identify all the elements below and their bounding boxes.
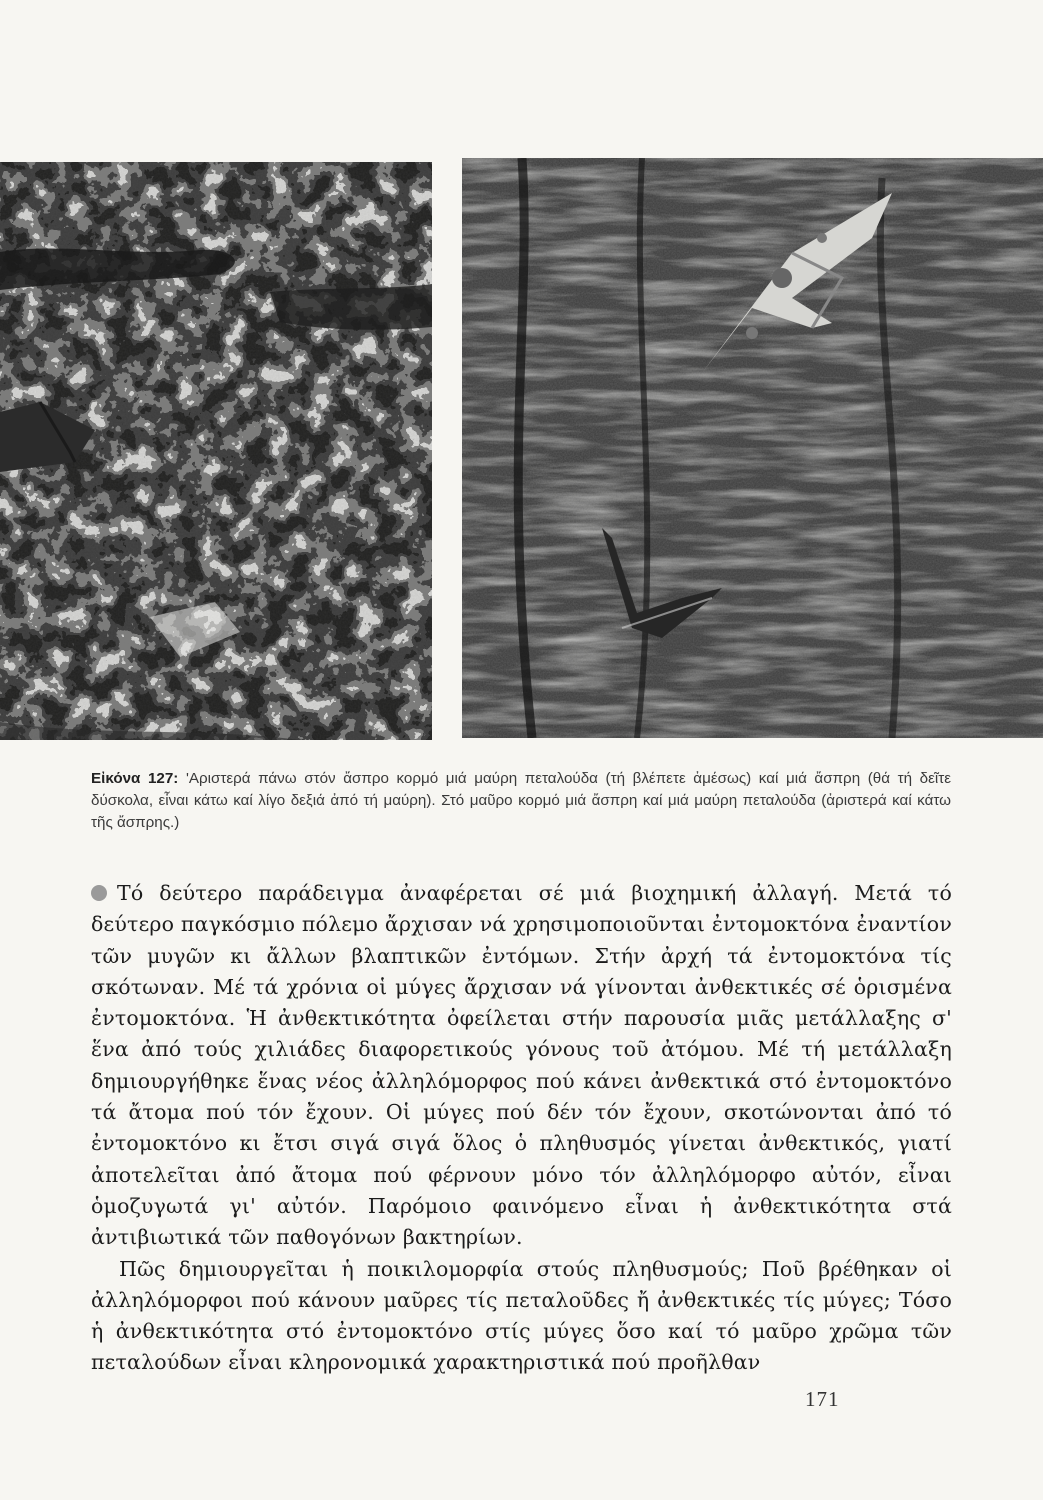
paragraph-2-text: Πῶς δημιουργεῖται ἡ ποικιλομορφία στούς πληθυσμούς; Ποῦ βρέθηκαν οἱ ἀλληλόμορφοι πού κάνουν μαῦρες τίς πεταλοῦδες ἤ ἀνθεκτικές τίς μύγες; Τόσο ἡ ἀνθεκτικότητα στό ἐντομοκτόνο στίς μύγες ὅσο καί τό μαῦρο χρῶμα τῶν πεταλούδων εἶναι κληρονομικά χαρακτηριστικά πού προῆλθαν (91, 1256, 952, 1375)
figure-caption-label: Εἰκόνα 127: (91, 770, 179, 787)
figure-caption (91, 768, 951, 834)
figure-photo-dark-trunk (462, 158, 1043, 738)
paragraph-1-text: Τό δεύτερο παράδειγμα ἀναφέρεται σέ μιά βιοχημική ἀλλαγή. Μετά τό δεύτερο παγκόσμιο πόλεμο ἄρχισαν νά χρησιμοποιοῦνται ἐντομοκτόνα ἐναντίον τῶν μυγῶν κι ἄλλων βλαπτικῶν ἐντόμων. Στήν ἀρχή τά ἐντομοκτόνα τίς σκότωναν. Μέ τά χρόνια οἱ μύγες ἄρχισαν νά γίνονται ἀνθεκτικές σέ ὁρισμένα ἐντομοκτόνα. Ἡ ἀνθεκτικότητα ὀφείλεται στήν παρουσία μιᾶς μετάλλαξης σ' ἕνα ἀπό τούς χιλιάδες διαφορετικούς γόνους τοῦ ἀτόμου. Μέ τή μετάλλαξη δημιουργήθηκε ἕνας νέος ἀλληλόμορφος πού κάνει ἀνθεκτικά στό ἐντομοκτόνο τά ἄτομα πού τόν ἔχουν. Οἱ μύγες πού δέν τόν ἔχουν, σκοτώνονται ἀπό τό ἐντομοκτόνο κι ἔτσι σιγά σιγά ὅλος ὁ πληθυσμός γίνεται ἀνθεκτικός, γιατί ἀποτελεῖται ἀπό ἄτομα πού φέρνουν μόνο τόν ἀλληλόμορφο αὐτόν, εἶναι ὁμοζυγωτά γι' αὐτόν. Παρόμοιο φαινόμενο εἶναι ἡ ἀνθεκτικότητα στά ἀντιβιωτικά τῶν παθογόνων βακτηρίων. (91, 881, 952, 1250)
figure-caption-text: 'Αριστερά πάνω στόν ἄσπρο κορμό μιά μαύρη πεταλούδα (τή βλέπετε ἀμέσως) καί μιά ἄσπρη (θά τή δεῖτε δύσκολα, εἶναι κάτω καί λίγο δεξιά ἀπό τή μαύρη). Στό μαῦρο κορμό μιά ἄσπρη καί μιά μαύρη πεταλούδα (ἀριστερά καί κάτω τῆς ἄσπρης.) (91, 770, 951, 831)
figure-photo-light-trunk (0, 162, 432, 740)
page-number: 171 (805, 1387, 840, 1411)
paragraph (91, 878, 952, 1254)
body-text (91, 878, 952, 1379)
bullet-dot-icon (91, 885, 107, 901)
paragraph (91, 1254, 952, 1379)
